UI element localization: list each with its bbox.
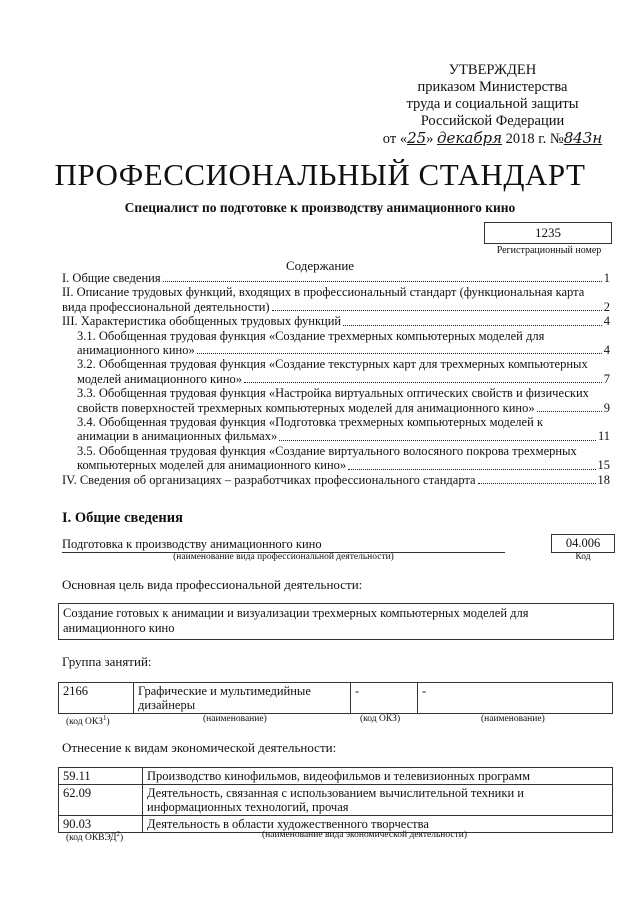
document-title: ПРОФЕССИОНАЛЬНЫЙ СТАНДАРТ — [54, 157, 586, 192]
table-row — [59, 785, 613, 816]
okved-label: Отнесение к видам экономической деятельности: — [62, 740, 337, 755]
toc-heading: Содержание — [285, 258, 355, 273]
goal-label: Основная цель вида профессиональной деятельности: — [62, 577, 363, 592]
approval-title: УТВЕРЖДЕН — [448, 62, 537, 78]
toc-entry[interactable]: 3.1. Обобщенная трудовая функция «Создание трехмерных компьютерных моделей для анимационного кино» 4 — [77, 328, 610, 358]
activity-code-box: 04.006 — [551, 534, 615, 553]
approval-year: 2018 г. № — [505, 131, 564, 147]
okved-name: Деятельность, связанная с использованием вычислительной техники и информационных технологий, прочая — [143, 785, 613, 816]
activity-name: Подготовка к производству анимационного кино — [62, 537, 505, 553]
approval-line-labor: труда и социальной защиты — [406, 96, 579, 112]
okved-code: 59.11 — [59, 768, 143, 785]
toc-entry[interactable]: II. Описание трудовых функций, входящих в профессиональный стандарт (функциональная карта вида профессиональной деятельности) 2 — [62, 285, 610, 314]
toc-entry[interactable]: I. Общие сведения 1 — [62, 271, 610, 285]
table-of-contents — [62, 271, 610, 487]
okved-name: Деятельность в области художественного творчества — [143, 816, 613, 833]
approval-line-federation: Российской Федерации — [420, 113, 565, 129]
toc-entry[interactable]: 3.2. Обобщенная трудовая функция «Создание текстурных карт для трехмерных компьютерных моделей анимационного кино» 7 — [77, 357, 610, 386]
toc-entry[interactable]: 3.5. Обобщенная трудовая функция «Создание виртуального волосяного покрова трехмерных компьютерных моделей для анимационного кино» 15 — [77, 443, 610, 473]
okved-code: 62.09 — [59, 785, 143, 816]
activity-code-caption: Код — [575, 552, 591, 562]
table-row — [59, 683, 613, 714]
approval-date-line: от «25» декабря 2018 г. №843н — [382, 129, 603, 147]
okved-name-caption: (наименование вида экономической деятельности) — [262, 830, 467, 840]
toc-entry[interactable]: 3.4. Обобщенная трудовая функция «Подготовка трехмерных компьютерных моделей к анимации в анимационных фильмах» 11 — [77, 415, 610, 444]
section-heading: I. Общие сведения — [62, 510, 183, 526]
registration-number-label: Регистрационный номер — [496, 245, 602, 256]
group-label: Группа занятий: — [62, 654, 152, 669]
okved-code-caption: (код ОКВЭД$^2$) — [66, 830, 124, 844]
approval-number: 843н — [563, 129, 603, 147]
okz-name-2: - — [418, 683, 613, 714]
okz-code-2: - — [351, 683, 418, 714]
registration-number-box: 1235 — [484, 222, 612, 244]
toc-entry[interactable]: III. Характеристика обобщенных трудовых функций 4 — [62, 314, 610, 329]
okz-name2-caption: (наименование) — [481, 714, 545, 724]
toc-entry[interactable]: 3.3. Обобщенная трудовая функция «Настройка виртуальных оптических свойств и физических свойств поверхностей трехмерных компьютерных моделей для анимационного кино» 9 — [77, 386, 610, 415]
approval-month: декабря — [437, 129, 503, 147]
activity-name-caption: (наименование вида профессиональной деятельности) — [173, 552, 394, 562]
goal-text: Создание готовых к анимации и визуализации трехмерных компьютерных моделей для анимационного кино — [63, 606, 529, 635]
okz-name-caption: (наименование) — [203, 714, 267, 724]
document-subtitle: Специалист по подготовке к производству анимационного кино — [124, 200, 516, 215]
approval-block — [375, 62, 610, 148]
table-row — [59, 768, 613, 785]
okz-code2-caption: (код ОКЗ) — [360, 714, 401, 724]
okved-code: 90.03 — [59, 816, 143, 833]
toc-entry[interactable]: IV. Сведения об организациях – разработчиках профессионального стандарта 18 — [62, 472, 610, 487]
approval-day: 25 — [407, 129, 427, 147]
okved-table — [58, 767, 613, 833]
okz-code-1: 2166 — [59, 683, 134, 714]
okz-name-1: Графические и мультимедийные дизайнеры — [134, 683, 351, 714]
goal-box — [58, 603, 614, 640]
okved-name: Производство кинофильмов, видеофильмов и телевизионных программ — [143, 768, 613, 785]
occupation-group-table — [58, 682, 613, 714]
approval-line-ministry: приказом Министерства — [417, 79, 568, 95]
okz-code-caption: (код ОКЗ$^1$) — [66, 714, 110, 728]
